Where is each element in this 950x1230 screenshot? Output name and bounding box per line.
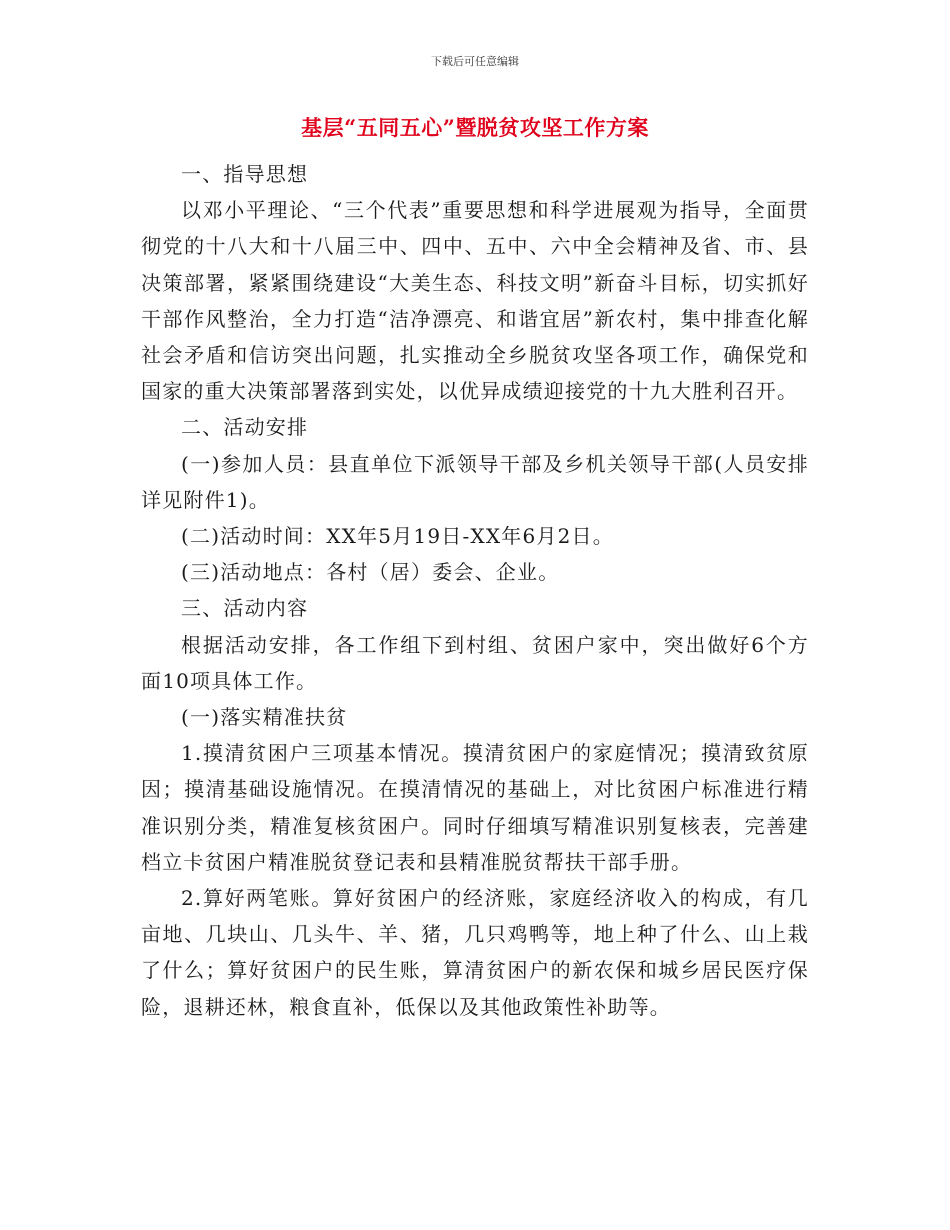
- paragraph: 根据活动安排，各工作组下到村组、贫困户家中，突出做好6个方面10项具体工作。: [141, 632, 809, 693]
- paragraph: 1.摸清贫困户三项基本情况。摸清贫困户的家庭情况；摸清致贫原因；摸清基础设施情况。在摸清情况的基础上，对比贫困户标准进行精准识别分类，精准复核贫困户。同时仔细填写精准识别复核表，完善建档立卡贫困户精准脱贫登记表和县精准脱贫帮扶干部手册。: [141, 741, 809, 874]
- paragraph: 2.算好两笔账。算好贫困户的经济账，家庭经济收入的构成，有几亩地、几块山、几头牛、羊、猪，几只鸡鸭等，地上种了什么、山上栽了什么；算好贫困户的民生账，算清贫困户的新农保和城乡居民医疗保险，退耕还林，粮食直补，低保以及其他政策性补助等。: [141, 886, 809, 1019]
- page-header-note: 下载后可任意编辑: [431, 55, 519, 68]
- section-heading-2: 二、活动安排: [181, 415, 309, 440]
- paragraph: 以邓小平理论、“三个代表”重要思想和科学进展观为指导，全面贯彻党的十八大和十八届三中、四中、五中、六中全会精神及省、市、县决策部署，紧紧围绕建设“大美生态、科技文明”新奋斗目标，切实抓好干部作风整治，全力打造“洁净漂亮、和谐宜居”新农村，集中排查化解社会矛盾和信访突出问题，扎实推动全乡脱贫攻坚各项工作，确保党和国家的重大决策部署落到实处，以优异成绩迎接党的十九大胜利召开。: [141, 198, 809, 404]
- paragraph: (二)活动时间：XX年5月19日-XX年6月2日。: [181, 524, 614, 549]
- paragraph: (一)参加人员：县直单位下派领导干部及乡机关领导干部(人员安排详见附件1)。: [141, 451, 809, 512]
- paragraph: (三)活动地点：各村（居）委会、企业。: [181, 560, 560, 585]
- document-body: [141, 156, 809, 1025]
- section-heading-1: 一、指导思想: [181, 162, 309, 186]
- section-heading-3: 三、活动内容: [181, 596, 309, 621]
- document-title: 基层“五同五心”暨脱贫攻坚工作方案: [301, 115, 649, 140]
- subsection-heading: (一)落实精准扶贫: [181, 705, 348, 730]
